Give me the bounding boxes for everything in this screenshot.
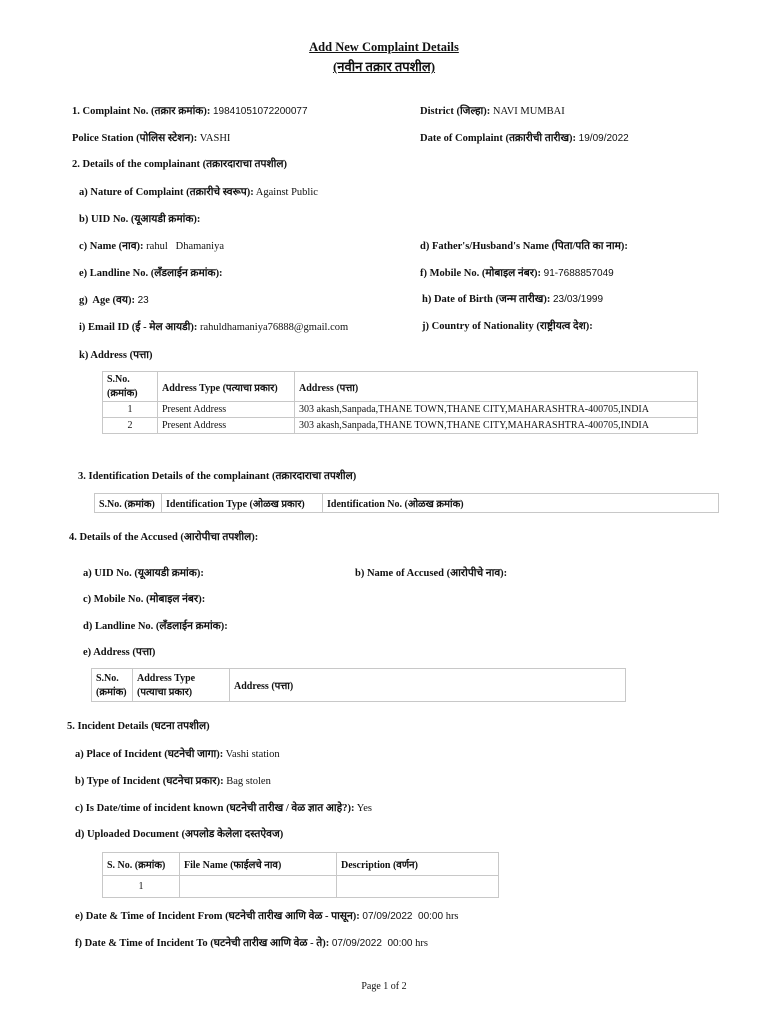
page-footer: Page 1 of 2	[361, 981, 407, 992]
incident-from-unit: hrs	[445, 911, 459, 922]
police-station-field	[72, 131, 230, 145]
col-address: Address (पत्ता)	[230, 669, 626, 702]
incident-to-unit: hrs	[415, 938, 428, 949]
col-sno: S. No. (क्रमांक)	[103, 853, 180, 876]
col-sno: S.No. (क्रमांक)	[95, 494, 162, 513]
father-label: d) Father's/Husband's Name (पिता/पति का नाम):	[420, 241, 628, 252]
police-station-value: VASHI	[199, 133, 231, 144]
cell-file-name	[180, 876, 337, 898]
email-label: i) Email ID (ई - मेल आयडी):	[79, 322, 198, 333]
dob-value: 23/03/1999	[552, 294, 604, 305]
table-header-row	[103, 853, 499, 876]
accused-landline-label: d) Landline No. (लँडलाईन क्रमांक):	[83, 621, 228, 632]
complainant-address-table	[102, 371, 698, 434]
col-address-type: Address Type (पत्याचा प्रकार)	[158, 372, 295, 402]
nature-label: a) Nature of Complaint (तक्रारीचे स्वरूप):	[79, 187, 254, 198]
cell-sno: 1	[103, 876, 180, 898]
accused-name-label: b) Name of Accused (आरोपीचे नाव):	[355, 568, 508, 579]
section5-heading: 5. Incident Details (घटना तपशील)	[67, 721, 210, 732]
nature-value: Against Public	[255, 187, 318, 198]
cell-address: 303 akash,Sanpada,THANE TOWN,THANE CITY,MAHARASHTRA-400705,INDIA	[295, 418, 698, 434]
mobile-label: f) Mobile No. (मोबाइल नंबर):	[420, 268, 542, 279]
table-header-row	[92, 669, 626, 702]
age-field	[79, 293, 149, 307]
district-field	[420, 104, 565, 118]
age-label: g) Age (वय):	[79, 295, 135, 306]
uploaded-document-label: d) Uploaded Document (अपलोड केलेला दस्तऐवज)	[75, 829, 284, 840]
section4-heading: 4. Details of the Accused (आरोपीचा तपशील):	[69, 532, 259, 543]
dob-label: h) Date of Birth (जन्म तारीख):	[422, 294, 551, 305]
address-label: k) Address (पत्ता)	[79, 350, 153, 361]
accused-uid-label: a) UID No. (यूआयडी क्रमांक):	[83, 568, 204, 579]
accused-mobile-label: c) Mobile No. (मोबाइल नंबर):	[83, 594, 206, 605]
email-field	[79, 320, 348, 334]
incident-type-label: b) Type of Incident (घटनेचा प्रकार):	[75, 776, 224, 787]
col-address-type: Address Type (पत्याचा प्रकार)	[133, 669, 230, 702]
name-label: c) Name (नाव):	[79, 241, 144, 252]
page-title: Add New Complaint Details	[309, 40, 459, 54]
incident-type-field	[75, 774, 271, 788]
police-station-label: Police Station (पोलिस स्टेशन):	[72, 133, 198, 144]
incident-from-field	[75, 909, 459, 923]
col-identification-no: Identification No. (ओळख क्रमांक)	[323, 494, 719, 513]
email-value: rahuldhamaniya76888@gmail.com	[200, 322, 349, 333]
nature-field	[79, 185, 318, 199]
country-label: j) Country of Nationality (राष्ट्रीयत्व देश):	[422, 321, 593, 332]
cell-address: 303 akash,Sanpada,THANE TOWN,THANE CITY,MAHARASHTRA-400705,INDIA	[295, 402, 698, 418]
page-title-marathi: (नवीन तक्रार तपशील)	[332, 59, 436, 74]
district-label: District (जिल्हा):	[420, 106, 491, 117]
district-value: NAVI MUMBAI	[492, 106, 565, 117]
time-known-label: c) Is Date/time of incident known (घटनेची तारीख / वेळ ज्ञात आहे?):	[75, 803, 355, 814]
age-value: 23	[137, 295, 149, 306]
col-description: Description (वर्णन)	[337, 853, 499, 876]
table-header-row	[103, 372, 698, 402]
col-sno: S.No. (क्रमांक)	[103, 372, 158, 402]
table-row	[103, 402, 698, 418]
incident-to-label: f) Date & Time of Incident To (घटनेची तारीख आणि वेळ - ते):	[75, 938, 330, 949]
incident-to-field	[75, 936, 428, 950]
identification-table	[94, 493, 719, 513]
name-field	[79, 239, 224, 253]
accused-address-table	[91, 668, 626, 702]
table-header-row	[95, 494, 719, 513]
date-of-complaint-label: Date of Complaint (तक्रारीची तारीख):	[420, 133, 577, 144]
cell-sno: 2	[103, 418, 158, 434]
col-identification-type: Identification Type (ओळख प्रकार)	[162, 494, 323, 513]
place-label: a) Place of Incident (घटनेची जागा):	[75, 749, 224, 760]
incident-from-value: 07/09/2022 00:00	[362, 911, 444, 922]
uid-label: b) UID No. (यूआयडी क्रमांक):	[79, 214, 201, 225]
cell-description	[337, 876, 499, 898]
time-known-value: Yes	[356, 803, 372, 814]
mobile-value: 91-7688857049	[543, 268, 614, 279]
date-of-complaint-value: 19/09/2022	[578, 133, 629, 144]
section2-heading: 2. Details of the complainant (तक्रारदाराचा तपशील)	[72, 159, 287, 170]
section3-heading: 3. Identification Details of the complainant (तक्रारदाराचा तपशील)	[78, 471, 357, 482]
table-row	[103, 418, 698, 434]
cell-sno: 1	[103, 402, 158, 418]
accused-address-label: e) Address (पत्ता)	[83, 647, 156, 658]
complaint-no-field	[72, 104, 308, 118]
place-field	[75, 747, 280, 761]
col-sno: S.No. (क्रमांक)	[92, 669, 133, 702]
date-of-complaint-field	[420, 131, 629, 145]
complaint-no-label: 1. Complaint No. (तक्रार क्रमांक):	[72, 106, 211, 117]
table-row	[103, 876, 499, 898]
uploaded-document-table	[102, 852, 499, 898]
cell-address-type: Present Address	[158, 402, 295, 418]
col-file-name: File Name (फाईलचे नाव)	[180, 853, 337, 876]
incident-to-value: 07/09/2022 00:00	[331, 938, 413, 949]
time-known-field	[75, 801, 372, 815]
mobile-field	[420, 266, 614, 280]
complaint-no-value: 19841051072200077	[212, 106, 308, 117]
incident-type-value: Bag stolen	[226, 776, 271, 787]
place-value: Vashi station	[225, 749, 280, 760]
cell-address-type: Present Address	[158, 418, 295, 434]
name-value: rahul Dhamaniya	[146, 241, 225, 252]
col-address: Address (पत्ता)	[295, 372, 698, 402]
incident-from-label: e) Date & Time of Incident From (घटनेची तारीख आणि वेळ - पासून):	[75, 911, 360, 922]
dob-field	[422, 292, 603, 306]
landline-label: e) Landline No. (लँडलाईन क्रमांक):	[79, 268, 223, 279]
